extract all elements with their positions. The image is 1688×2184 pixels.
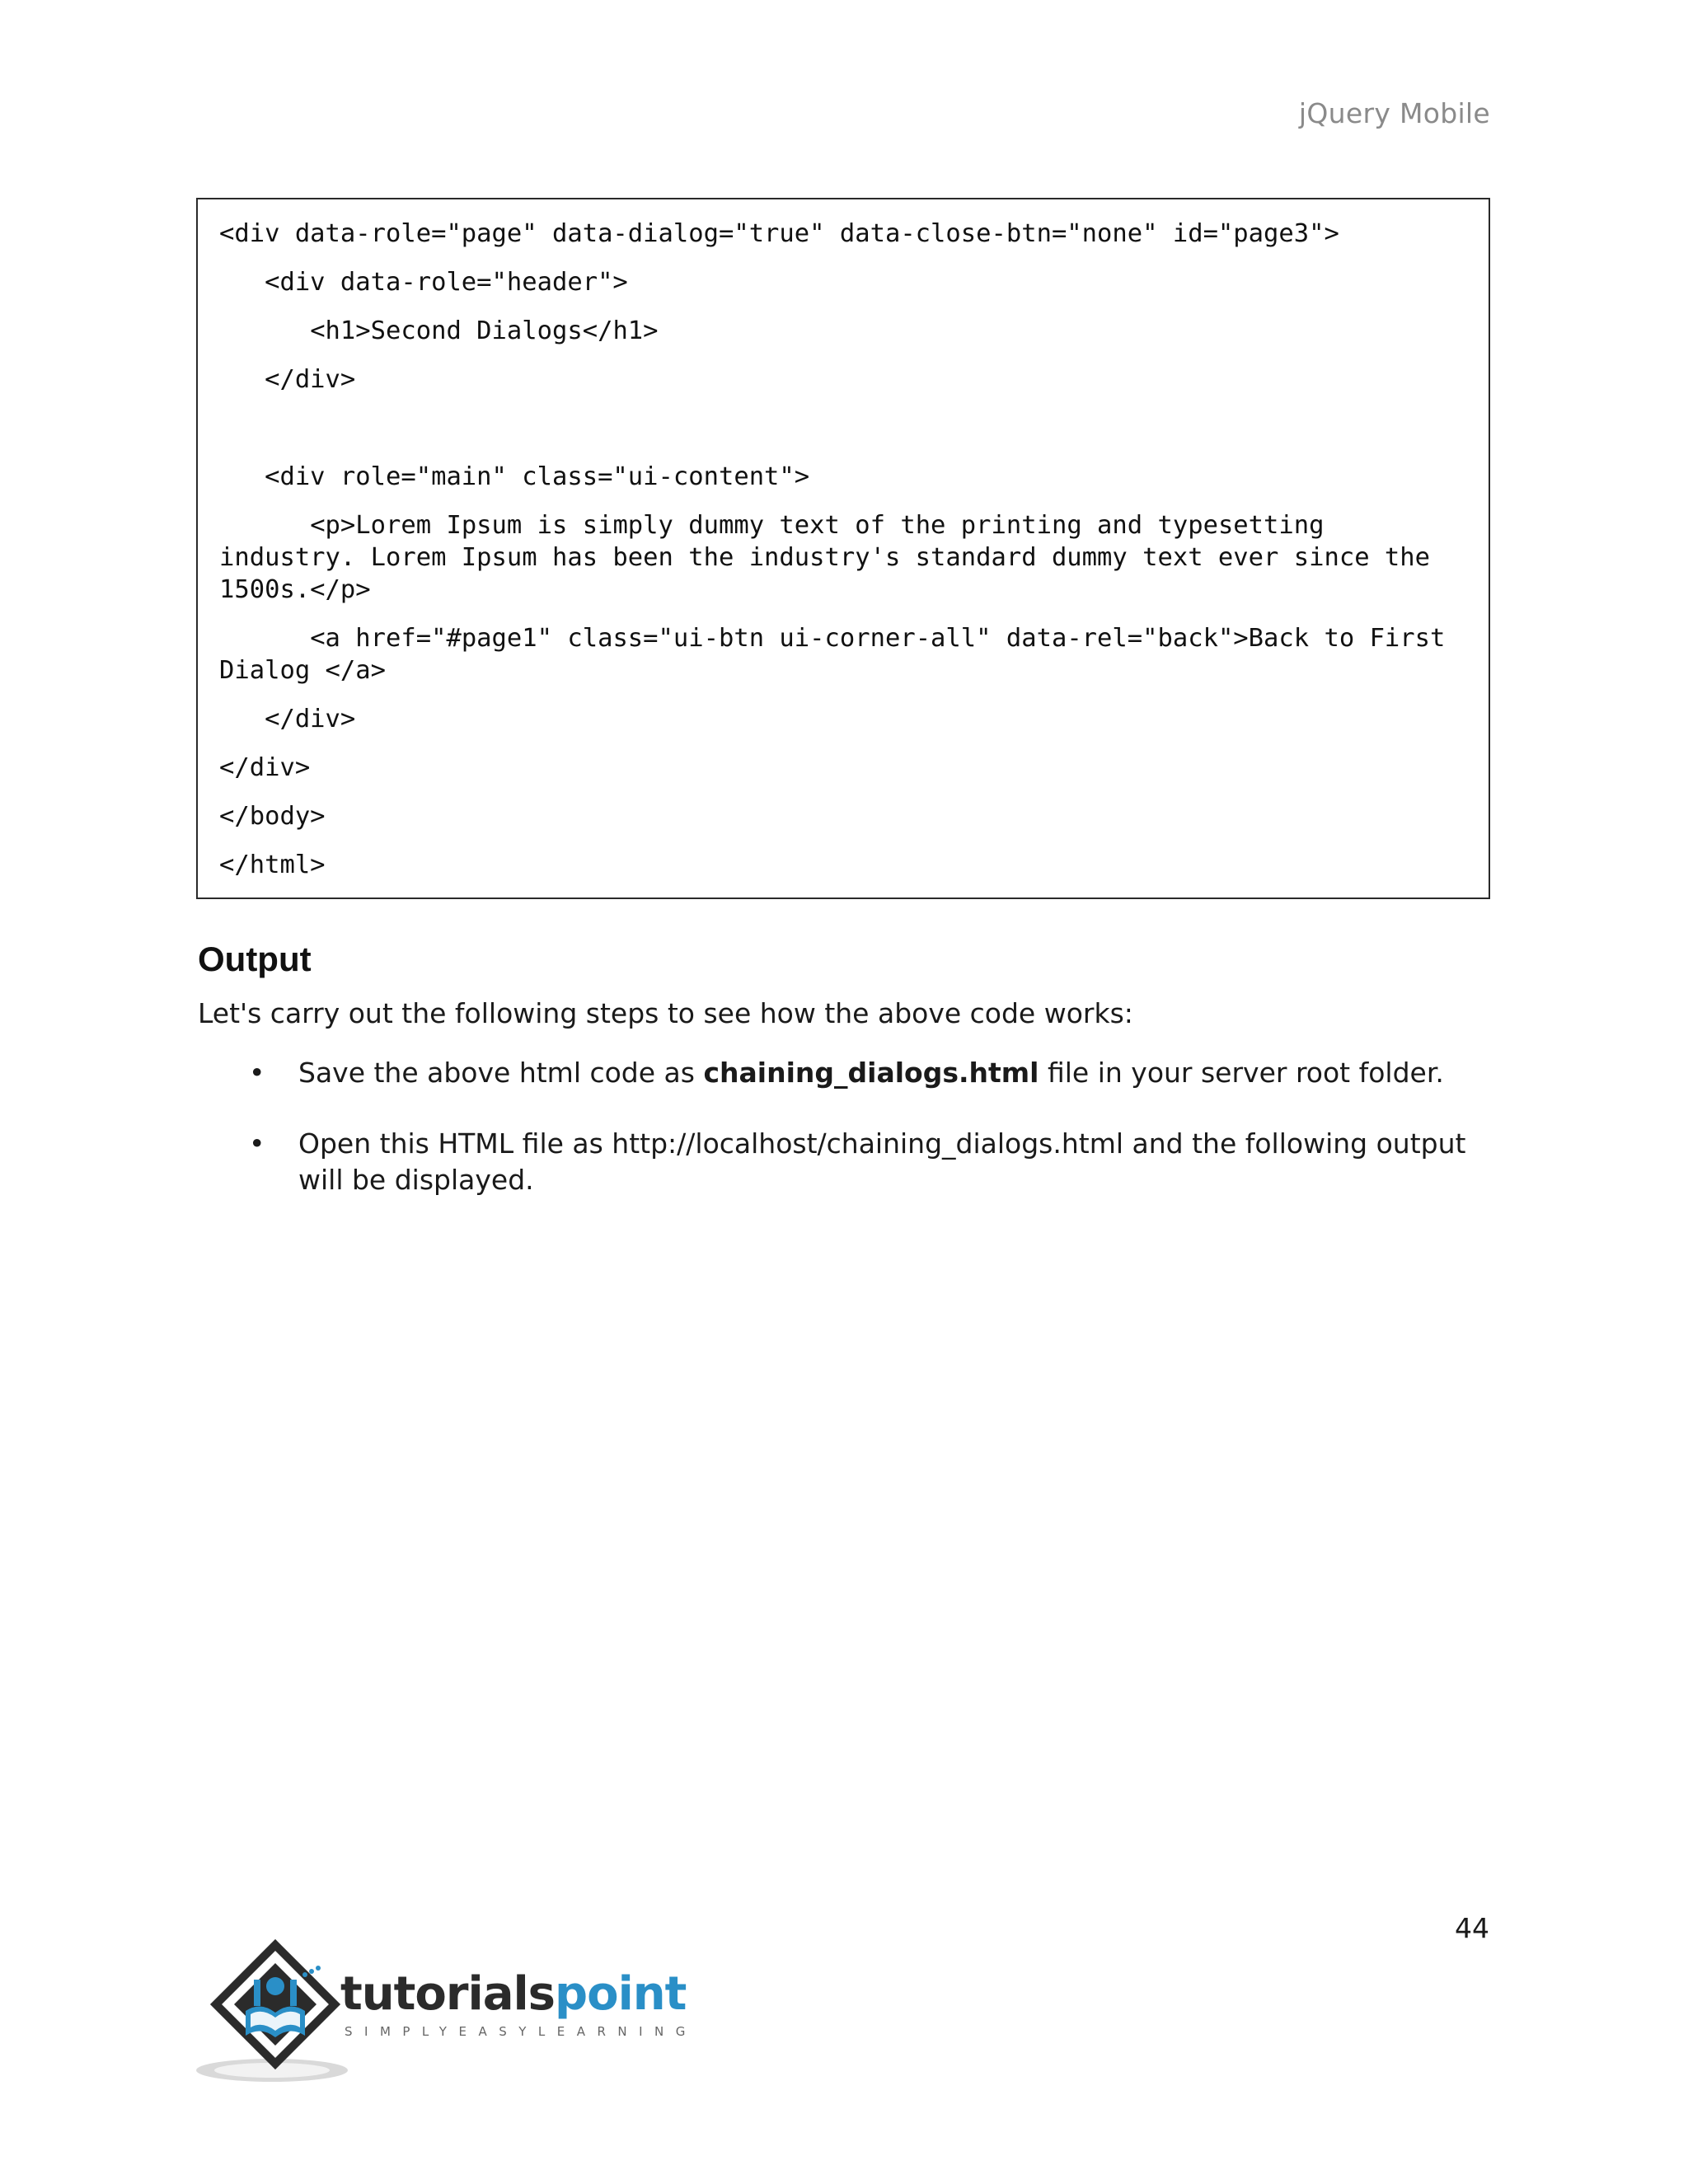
step-text: file in your server root folder. <box>1039 1057 1444 1089</box>
code-line: </div> <box>219 753 311 782</box>
code-line: </div> <box>219 365 356 394</box>
tutorialspoint-logo <box>196 1938 697 2087</box>
logo-wordmark <box>340 1967 687 2021</box>
section-title: Output <box>198 940 312 978</box>
code-line: <div data-role="header"> <box>219 268 628 297</box>
step-text: Open this HTML file as http://localhost/chaining_dialogs.html and the following output will be displayed. <box>298 1127 1466 1196</box>
code-line: <div data-role="page" data-dialog="true" data-close-btn="none" id="page3"> <box>219 219 1339 248</box>
code-line-blank <box>219 412 1469 444</box>
code-line: </html> <box>219 851 326 879</box>
code-line: </body> <box>219 802 326 831</box>
list-item <box>198 1126 1492 1198</box>
code-line: <a href="#page1" class="ui-btn ui-corner-all" data-rel="back">Back to First Dialog </a> <box>219 624 1446 685</box>
filename: chaining_dialogs.html <box>703 1057 1039 1089</box>
code-line: <p>Lorem Ipsum is simply dummy text of the printing and typesetting industry. Lorem Ipsum has been the industry's standard dummy text ever since the 1500s.</p> <box>219 511 1431 604</box>
steps-list <box>198 1055 1492 1233</box>
logo-text-point: point <box>555 1967 687 2021</box>
logo-tagline: SIMPLYEASYLEARNING <box>345 2024 697 2039</box>
intro-paragraph: Let's carry out the following steps to see how the above code works: <box>198 997 1133 1029</box>
code-line: <div role="main" class="ui-content"> <box>219 462 810 491</box>
bullet-icon: • <box>249 1127 265 1160</box>
logo-mark-icon <box>196 1938 353 2087</box>
code-line: <h1>Second Dialogs</h1> <box>219 316 659 345</box>
page-number: 44 <box>1455 1912 1489 1944</box>
code-block <box>196 198 1490 899</box>
step-text: Save the above html code as <box>298 1057 704 1089</box>
bullet-icon: • <box>249 1057 265 1089</box>
logo-text-tutorials: tutorials <box>340 1967 556 2021</box>
list-item <box>198 1055 1492 1091</box>
code-line: </div> <box>219 705 356 733</box>
running-header: jQuery Mobile <box>1298 97 1490 129</box>
